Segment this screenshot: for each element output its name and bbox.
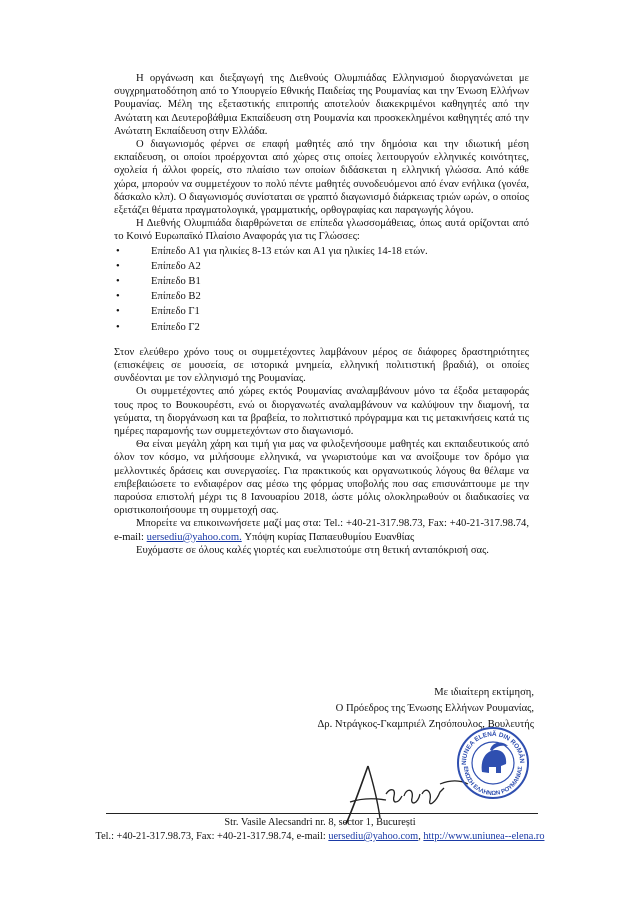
footer-website-link[interactable]: http://www.uniunea--elena.ro bbox=[423, 831, 545, 842]
level-label: Επίπεδο Γ2 bbox=[151, 321, 200, 333]
seal-icon bbox=[456, 726, 530, 800]
list-item bbox=[114, 304, 529, 319]
spacer bbox=[114, 335, 529, 346]
paragraph-free-time: Στον ελεύθερο χρόνο τους οι συμμετέχοντες λαμβάνουν μέρος σε διάφορες δραστηριότητες (επισκέψεις σε μουσεία, σε ιστορικά μνημεία, ελληνική πολιτιστική βραδιά), οι οποίες συνδέονται με τον ελληνισμό της Ρουμανίας. bbox=[114, 346, 529, 385]
paragraph-contact bbox=[114, 517, 529, 543]
level-label: Επίπεδο Β1 bbox=[151, 276, 201, 288]
footer-email-link[interactable]: uersediu@yahoo.com bbox=[328, 831, 419, 842]
paragraph-wishes: Ευχόμαστε σε όλους καλές γιορτές και ευελπιστούμε στη θετική ανταπόκρισή σας. bbox=[136, 544, 489, 556]
helmet-icon bbox=[482, 743, 508, 773]
list-item bbox=[114, 274, 529, 289]
footer-separator: , bbox=[418, 831, 424, 842]
list-item bbox=[114, 320, 529, 335]
footer-address: Str. Vasile Alecsandri nr. 8, sector 1, București bbox=[224, 817, 416, 828]
level-label: Επίπεδο Α1 για ηλικίες 8-13 ετών και Α1 για ηλικίες 14-18 ετών. bbox=[151, 245, 428, 257]
seal-top-path: NIUNEA ELENĂ DIN ROMÂN bbox=[460, 730, 526, 765]
list-item bbox=[114, 244, 529, 259]
bullet-icon: • bbox=[116, 245, 120, 257]
footer-divider bbox=[106, 813, 538, 814]
paragraph-levels-intro: Η Διεθνής Ολυμπιάδα διαρθρώνεται σε επίπεδα γλωσσομάθειας, όπως αυτά ορίζονται από το Κοινό Ευρωπαϊκό Πλαίσιο Αναφοράς για τις Γλώσσες: bbox=[114, 218, 529, 243]
levels-list bbox=[114, 244, 529, 335]
bullet-icon: • bbox=[116, 291, 120, 303]
bullet-icon: • bbox=[116, 321, 120, 333]
list-item bbox=[114, 259, 529, 274]
letter-body bbox=[114, 72, 529, 557]
seal-bottom-text bbox=[462, 766, 524, 797]
level-label: Επίπεδο Β2 bbox=[151, 291, 201, 303]
footer-contact-text: Tel.: +40-21-317.98.73, Fax: +40-21-317.98.74, e-mail: bbox=[95, 831, 329, 842]
contact-email-link[interactable]: uersediu@yahoo.com. bbox=[146, 531, 242, 543]
seal-bottom-path: ΕΝΩΣΗ ΕΛΛΗΝΩΝ ΡΟΥΜΑΝΙΑΣ bbox=[461, 766, 525, 798]
paragraph-contest: Ο διαγωνισμός φέρνει σε επαφή μαθητές από την δημόσια και την ιδιωτική μέση εκπαίδευση, οι οποίοι προέρχονται από χώρες στις οποίες λειτουργούν ελληνικές κοινότητες, σχολεία ή άλλοι φορείς, στο πλαίσιο των οποίων διδάσκεται η ελληνική γλώσσα. Από κάθε χώρα, μπορούν να συμμετέχουν το πολύ πέντε μαθητές συνοδευόμενοι από έναν ενήλικα (γονέα, δάσκαλο κλπ). Ο διαγωνισμός συνίσταται σε γραπτό διαγωνισμό διάρκειας τριών ωρών, ο οποίος εξετάζει θέματα πραγματολογικά, γραμματικής, ορθογραφίας και παραγωγής λόγου. bbox=[114, 139, 529, 217]
contact-text: Μπορείτε να επικοινωνήσετε μαζί μας στα: Tel.: +40-21-317.98.73, Fax: +40-21-317.98.74, e-mail: bbox=[114, 518, 529, 543]
seal-stamp bbox=[456, 726, 530, 805]
list-item bbox=[114, 289, 529, 304]
level-label: Επίπεδο Γ1 bbox=[151, 306, 200, 318]
bullet-icon: • bbox=[116, 276, 120, 288]
closing-title: Ο Πρόεδρος της Ένωσης Ελλήνων Ρουμανίας, bbox=[335, 703, 534, 714]
paragraph-organization: Η οργάνωση και διεξαγωγή της Διεθνούς Ολυμπιάδας Ελληνισμού διοργανώνεται με συγχρηματοδότηση από το Υπουργείο Εθνικής Παιδείας της Ρουμανίας και την Ένωση Ελλήνων Ρουμανίας. Μέλη της εξεταστικής επιτροπής αποτελούν διακεκριμένοι καθηγητές από την Ανώτατη και Δευτεροβάθμια Εκπαίδευση στη Ρουμανία και προσκεκλημένοι καθηγητές από την Ανώτατη Εκπαίδευση στην Ελλάδα. bbox=[114, 73, 529, 137]
paragraph-invitation: Θα είναι μεγάλη χάρη και τιμή για μας να φιλοξενήσουμε μαθητές και εκπαιδευτικούς από όλον τον κόσμο, να μιλήσουμε ελληνικά, να γνωριστούμε και να ανοίξουμε τον δρόμο για μελλοντικές δράσεις και συνεργασίες. Για πρακτικούς και οργανωτικούς λόγους θα θέλαμε να επιβεβαιώσετε το ενδιαφέρον σας μέσω της φόρμας υποβολής που σας επισυνάπτουμε με την παρούσα επιστολή μέχρι τις 8 Ιανουαρίου 2018, ώστε μόλις ολοκληρωθούν οι διαδικασίες να οριστικοποιήσουμε τη συμμετοχή σας. bbox=[114, 439, 529, 517]
bullet-icon: • bbox=[116, 306, 120, 318]
paragraph-costs: Οι συμμετέχοντες από χώρες εκτός Ρουμανίας αναλαμβάνουν μόνο τα έξοδα μεταφοράς τους προς το Βουκουρέστι, ενώ οι διοργανωτές αναλαμβάνουν να καλύψουν την διαμονή, τα γεύματα, τη διοργάνωση και τα βραβεία, το πολιτιστικό πρόγραμμα και τις μετακινήσεις κατά τις ημέρες παραμονής των συμμετεχόντων στο διαγωνισμό. bbox=[114, 386, 529, 437]
closing-regards: Με ιδιαίτερη εκτίμηση, bbox=[434, 687, 534, 698]
footer-contact bbox=[40, 831, 600, 842]
level-label: Επίπεδο Α2 bbox=[151, 260, 201, 272]
bullet-icon: • bbox=[116, 260, 120, 272]
contact-attention: Υπόψη κυρίας Παπαευθυμίου Ευανθίας bbox=[241, 531, 415, 543]
closing-signatory: Δρ. Ντράγκος-Γκαμπριέλ Ζησόπουλος, Βουλευτής bbox=[317, 719, 534, 730]
